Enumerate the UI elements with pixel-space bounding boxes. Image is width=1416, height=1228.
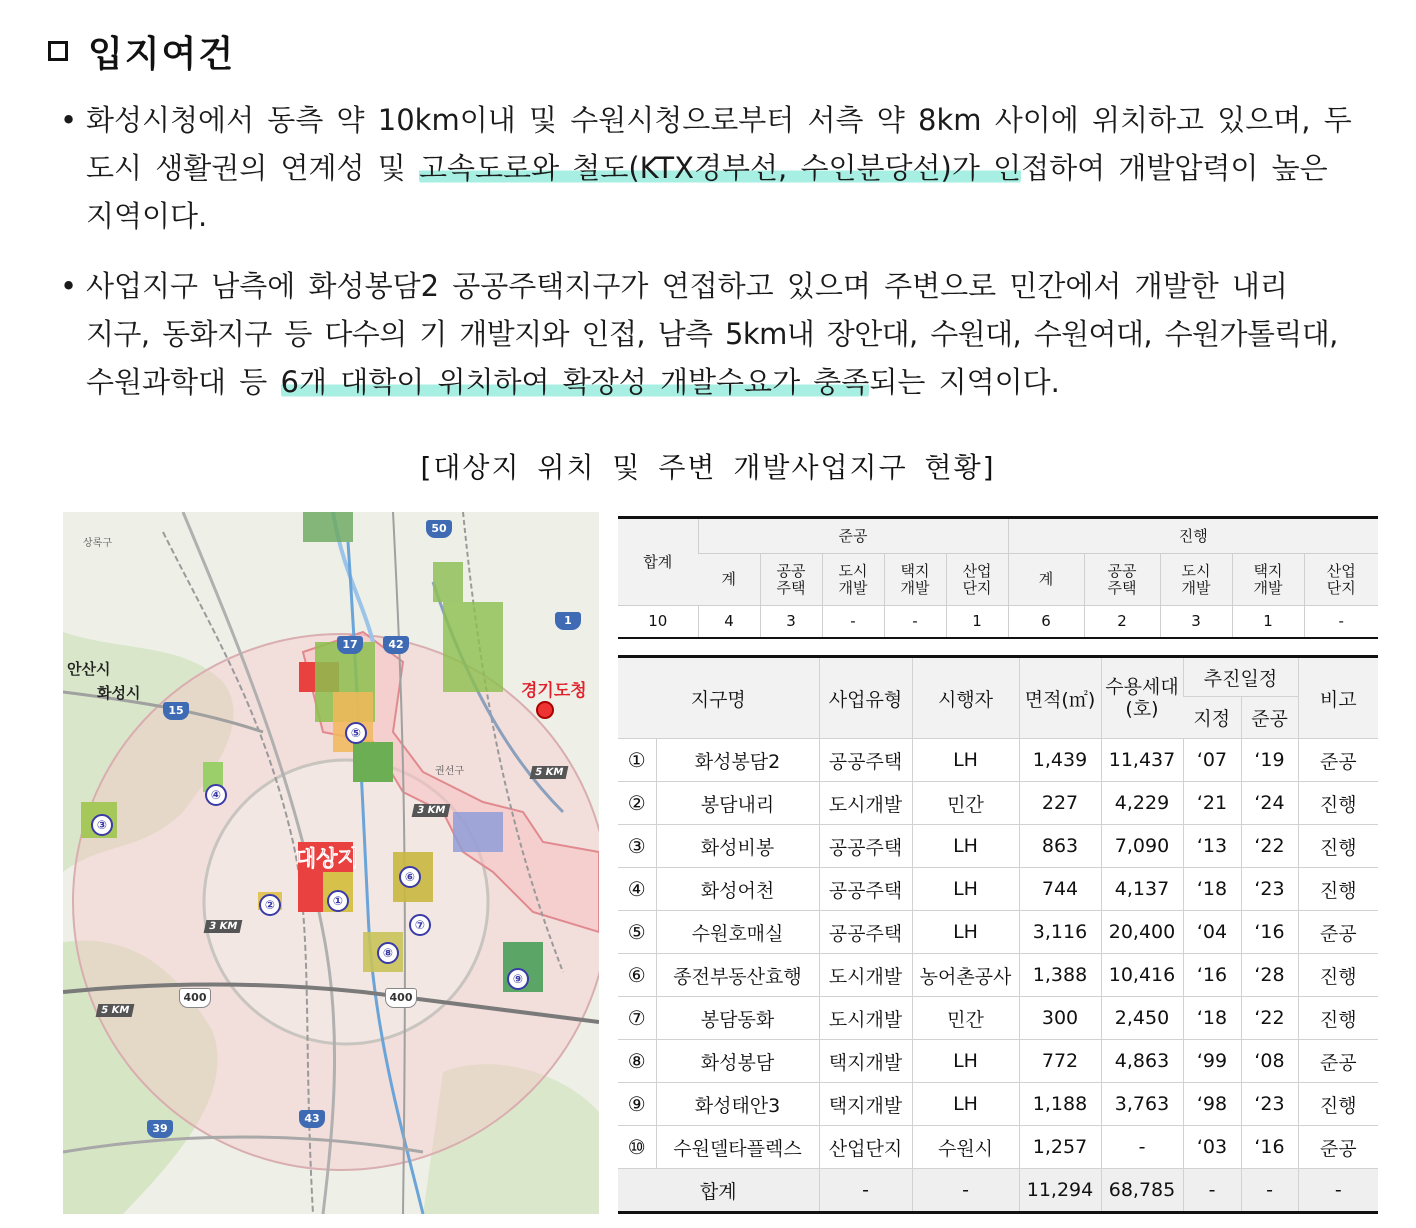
cell-area: 1,257 — [1019, 1126, 1101, 1169]
cell-area: 1,188 — [1019, 1083, 1101, 1126]
cell-operator: LH — [912, 868, 1019, 911]
cell-type: 공공주택 — [819, 825, 912, 868]
bullet-icon: • — [60, 269, 78, 303]
cell-note: 진행 — [1298, 954, 1378, 997]
cell-no: ⑧ — [618, 1040, 656, 1083]
district-marker-9: ⑨ — [507, 968, 529, 990]
table-row — [618, 911, 1378, 954]
cell-area: 227 — [1019, 782, 1101, 825]
cell-households: 4,137 — [1101, 868, 1183, 911]
table-row — [618, 868, 1378, 911]
cell-operator: LH — [912, 1083, 1019, 1126]
table-row — [618, 782, 1378, 825]
summary-values-row — [618, 606, 1378, 638]
paragraph-1-line-3: 지역이다. — [86, 199, 208, 233]
paragraph-2 — [60, 262, 1360, 406]
cell-households: 10,416 — [1101, 954, 1183, 997]
cell-operator: 민간 — [912, 997, 1019, 1040]
table-row — [618, 739, 1378, 782]
cell-designated: ‘21 — [1183, 782, 1241, 825]
district-marker-3: ③ — [91, 814, 113, 836]
cell-designated: ‘98 — [1183, 1083, 1241, 1126]
cell-no: ⑩ — [618, 1126, 656, 1169]
highlight-transport: 고속도로와 철도(KTX경부선, 수인분당선)가 인 — [419, 151, 1022, 185]
cell-households: 4,863 — [1101, 1040, 1183, 1083]
cell-note: 진행 — [1298, 825, 1378, 868]
district-marker-2: ② — [259, 894, 281, 916]
km-label: 3 KM — [204, 920, 243, 933]
cell-type: 택지개발 — [819, 1040, 912, 1083]
cell-no: ② — [618, 782, 656, 825]
cell-area: 1,439 — [1019, 739, 1101, 782]
header-business-type: 사업유형 — [819, 657, 912, 739]
km-label: 5 KM — [96, 1004, 135, 1017]
bullet-icon: • — [60, 103, 78, 137]
cell-completed: ‘22 — [1241, 997, 1298, 1040]
figure-caption: [대상지 위치 및 주변 개발사업지구 현황] — [420, 451, 996, 484]
route-shield: 1 — [555, 612, 581, 630]
label-ansan: 안산시 — [67, 660, 111, 678]
paragraph-1-line-1: 화성시청에서 동측 약 10km이내 및 수원시청으로부터 서측 약 8km 사이에 위치하고 있으며, 두 — [86, 103, 1352, 137]
route-shield: 42 — [383, 636, 409, 654]
table-row — [618, 954, 1378, 997]
cell-completed: ‘23 — [1241, 868, 1298, 911]
route-shield: 17 — [337, 636, 363, 654]
cell-operator: LH — [912, 739, 1019, 782]
cell-name: 수원델타플렉스 — [656, 1126, 819, 1169]
cell-designated: ‘04 — [1183, 911, 1241, 954]
highlight-universities: 6개 대학이 위치하여 확장성 개발수요가 충족 — [280, 365, 870, 399]
cell-area: 863 — [1019, 825, 1101, 868]
section-heading — [48, 26, 235, 76]
cell-operator: LH — [912, 825, 1019, 868]
summary-value: 4 — [698, 606, 760, 638]
cell-completed: ‘16 — [1241, 911, 1298, 954]
cell-name: 종전부동산효행 — [656, 954, 819, 997]
total-households: 68,785 — [1101, 1169, 1183, 1213]
cell-designated: ‘99 — [1183, 1040, 1241, 1083]
cell-designated: ‘18 — [1183, 868, 1241, 911]
summary-value: - — [884, 606, 946, 638]
cell-name: 화성봉담2 — [656, 739, 819, 782]
header-area: 면적(㎡) — [1019, 657, 1101, 739]
header-note: 비고 — [1298, 657, 1378, 739]
route-shield: 39 — [147, 1120, 173, 1138]
cell-completed: ‘08 — [1241, 1040, 1298, 1083]
cell-name: 수원호매실 — [656, 911, 819, 954]
paragraph-2-line-1: 사업지구 남측에 화성봉담2 공공주택지구가 연접하고 있으며 주변으로 민간에서 개발한 내리 — [86, 269, 1288, 303]
label-gyeonggi-office: 경기도청 — [521, 681, 587, 701]
total-label: 합계 — [618, 1169, 819, 1213]
summary-value: 2 — [1084, 606, 1160, 638]
cell-note: 진행 — [1298, 1083, 1378, 1126]
label-sangnok: 상록구 — [83, 538, 112, 549]
cell-households: 20,400 — [1101, 911, 1183, 954]
total-area: 11,294 — [1019, 1169, 1101, 1213]
summary-value: - — [822, 606, 884, 638]
district-marker-1: ① — [327, 890, 349, 912]
route-shield: 400 — [179, 988, 211, 1008]
table-row — [618, 1126, 1378, 1169]
checkbox-square-icon — [48, 41, 68, 61]
cell-note: 준공 — [1298, 739, 1378, 782]
cell-completed: ‘16 — [1241, 1126, 1298, 1169]
label-target-site: 대상지 — [295, 847, 359, 872]
cell-note: 준공 — [1298, 1040, 1378, 1083]
cell-no: ⑤ — [618, 911, 656, 954]
summary-col: 계 — [1008, 554, 1084, 606]
cell-area: 3,116 — [1019, 911, 1101, 954]
cell-note: 진행 — [1298, 782, 1378, 825]
summary-value: 6 — [1008, 606, 1084, 638]
cell-type: 도시개발 — [819, 782, 912, 825]
district-marker-6: ⑥ — [399, 866, 421, 888]
route-shield: 400 — [385, 988, 417, 1008]
cell-note: 준공 — [1298, 911, 1378, 954]
km-label: 5 KM — [530, 766, 569, 779]
cell-designated: ‘07 — [1183, 739, 1241, 782]
summary-col: 도시 개발 — [1160, 554, 1232, 606]
summary-col: 공공 주택 — [760, 554, 822, 606]
cell-name: 봉담내리 — [656, 782, 819, 825]
cell-operator: LH — [912, 1040, 1019, 1083]
route-shield: 43 — [299, 1110, 325, 1128]
summary-value: 1 — [1232, 606, 1304, 638]
cell-type: 공공주택 — [819, 739, 912, 782]
total-note: - — [1298, 1169, 1378, 1213]
cell-type: 공공주택 — [819, 868, 912, 911]
cell-no: ① — [618, 739, 656, 782]
header-households: 수용세대 (호) — [1101, 657, 1183, 739]
cell-operator: 민간 — [912, 782, 1019, 825]
cell-designated: ‘18 — [1183, 997, 1241, 1040]
table-row — [618, 1083, 1378, 1126]
summary-col: 계 — [698, 554, 760, 606]
cell-note: 진행 — [1298, 868, 1378, 911]
route-shield: 50 — [426, 520, 452, 538]
cell-area: 300 — [1019, 997, 1101, 1040]
summary-in-progress-header: 진행 — [1008, 518, 1378, 554]
cell-no: ④ — [618, 868, 656, 911]
header-operator: 시행자 — [912, 657, 1019, 739]
total-operator: - — [912, 1169, 1019, 1213]
cell-no: ⑦ — [618, 997, 656, 1040]
district-marker-5: ⑤ — [345, 722, 367, 744]
cell-households: 7,090 — [1101, 825, 1183, 868]
cell-households: 2,450 — [1101, 997, 1183, 1040]
cell-type: 도시개발 — [819, 997, 912, 1040]
cell-name: 화성어천 — [656, 868, 819, 911]
section-title: 입지여건 — [88, 33, 236, 75]
header-completed: 준공 — [1241, 697, 1298, 739]
total-completed: - — [1241, 1169, 1298, 1213]
summary-total-header: 합계 — [618, 518, 698, 606]
summary-col: 공공 주택 — [1084, 554, 1160, 606]
summary-value: - — [1304, 606, 1378, 638]
cell-completed: ‘19 — [1241, 739, 1298, 782]
cell-completed: ‘23 — [1241, 1083, 1298, 1126]
table-row — [618, 1040, 1378, 1083]
header-district-name: 지구명 — [618, 657, 819, 739]
summary-col: 도시 개발 — [822, 554, 884, 606]
cell-note: 진행 — [1298, 997, 1378, 1040]
district-marker-7: ⑦ — [409, 914, 431, 936]
header-schedule: 추진일정 — [1183, 657, 1298, 697]
summary-table — [618, 516, 1378, 639]
cell-designated: ‘03 — [1183, 1126, 1241, 1169]
cell-type: 택지개발 — [819, 1083, 912, 1126]
header-designated: 지정 — [1183, 697, 1241, 739]
location-map — [63, 512, 599, 1214]
cell-name: 화성비봉 — [656, 825, 819, 868]
paragraph-2-line-2: 지구, 동화지구 등 다수의 기 개발지와 인접, 남측 5km내 장안대, 수원대, 수원여대, 수원가톨릭대, — [86, 317, 1338, 351]
cell-no: ③ — [618, 825, 656, 868]
paragraph-2-line-3: 수원과학대 등 6개 대학이 위치하여 확장성 개발수요가 충족되는 지역이다. — [86, 365, 1060, 399]
summary-col: 택지 개발 — [1232, 554, 1304, 606]
cell-households: 11,437 — [1101, 739, 1183, 782]
cell-operator: LH — [912, 911, 1019, 954]
cell-name: 봉담동화 — [656, 997, 819, 1040]
summary-completed-header: 준공 — [698, 518, 1008, 554]
summary-col: 산업 단지 — [1304, 554, 1378, 606]
cell-type: 공공주택 — [819, 911, 912, 954]
summary-value: 10 — [618, 606, 698, 638]
cell-households: - — [1101, 1126, 1183, 1169]
summary-col: 택지 개발 — [884, 554, 946, 606]
cell-households: 4,229 — [1101, 782, 1183, 825]
label-hwaseong: 화성시 — [97, 684, 141, 702]
cell-area: 1,388 — [1019, 954, 1101, 997]
district-marker-8: ⑧ — [377, 942, 399, 964]
total-type: - — [819, 1169, 912, 1213]
cell-completed: ‘28 — [1241, 954, 1298, 997]
district-marker-4: ④ — [205, 784, 227, 806]
total-designated: - — [1183, 1169, 1241, 1213]
cell-note: 준공 — [1298, 1126, 1378, 1169]
cell-designated: ‘16 — [1183, 954, 1241, 997]
summary-value: 3 — [760, 606, 822, 638]
district-table — [618, 655, 1378, 1214]
district-total-row — [618, 1169, 1378, 1213]
cell-operator: 수원시 — [912, 1126, 1019, 1169]
table-row — [618, 825, 1378, 868]
table-row — [618, 997, 1378, 1040]
cell-area: 744 — [1019, 868, 1101, 911]
cell-designated: ‘13 — [1183, 825, 1241, 868]
cell-name: 화성봉담 — [656, 1040, 819, 1083]
cell-households: 3,763 — [1101, 1083, 1183, 1126]
cell-name: 화성태안3 — [656, 1083, 819, 1126]
summary-value: 1 — [946, 606, 1008, 638]
cell-type: 도시개발 — [819, 954, 912, 997]
cell-completed: ‘24 — [1241, 782, 1298, 825]
cell-type: 산업단지 — [819, 1126, 912, 1169]
cell-no: ⑨ — [618, 1083, 656, 1126]
cell-completed: ‘22 — [1241, 825, 1298, 868]
summary-col: 산업 단지 — [946, 554, 1008, 606]
km-label: 3 KM — [412, 804, 451, 817]
route-shield: 15 — [163, 702, 189, 720]
summary-value: 3 — [1160, 606, 1232, 638]
paragraph-1 — [60, 96, 1360, 240]
paragraph-1-line-2: 도시 생활권의 연계성 및 고속도로와 철도(KTX경부선, 수인분당선)가 인접하여 개발압력이 높은 — [86, 151, 1328, 185]
cell-area: 772 — [1019, 1040, 1101, 1083]
cell-no: ⑥ — [618, 954, 656, 997]
label-gwonseon: 권선구 — [435, 766, 464, 777]
cell-operator: 농어촌공사 — [912, 954, 1019, 997]
